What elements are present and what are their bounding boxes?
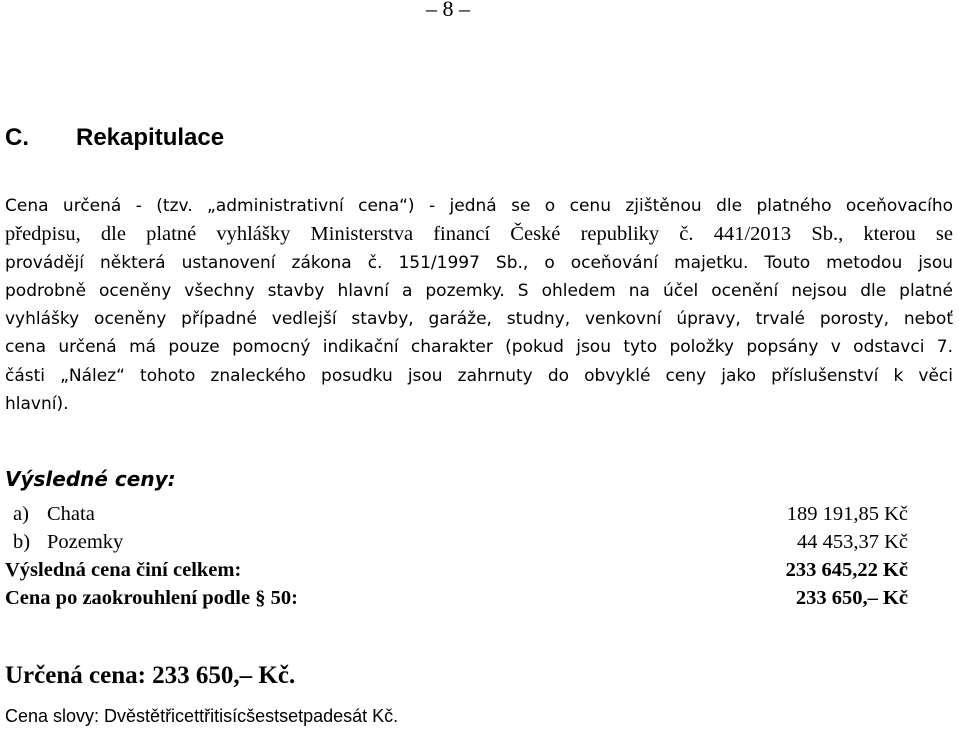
item-amount: 189 191,85 Kč xyxy=(786,503,908,525)
rounded-amount: 233 650,– Kč xyxy=(795,587,908,609)
result-row-pozemky xyxy=(5,528,908,556)
paragraph-line: Cena určená - (tzv. „administrativní cena“) - jedná se o cenu zjištěnou dle platného oceňovacího xyxy=(5,196,953,216)
paragraph-line: vyhlášky oceněny případné vedlejší stavby, garáže, studny, venkovní úpravy, trvalé porosty, neboť xyxy=(5,309,953,330)
paragraph-line: provádějí některá ustanovení zákona č. 151/1997 Sb., o oceňování majetku. Touto metodou jsou xyxy=(5,252,953,273)
paragraph-line: hlavní). xyxy=(5,394,69,415)
item-marker: a) xyxy=(13,503,29,525)
result-row-total xyxy=(5,556,908,584)
section-heading xyxy=(5,122,224,154)
price-in-words: Cena slovy: Dvěstětřicettřitisícšestsetpadesát Kč. xyxy=(5,706,399,726)
total-label: Výsledná cena činí celkem: xyxy=(5,559,242,581)
item-label: Pozemky xyxy=(47,531,124,553)
results-table xyxy=(5,500,908,612)
rounded-label: Cena po zaokrouhlení podle § 50: xyxy=(5,587,298,609)
paragraph-line: podrobně oceněny všechny stavby hlavní a pozemky. S ohledem na účel ocenění nejsou dle platné xyxy=(5,280,953,301)
section-title: Rekapitulace xyxy=(76,124,225,151)
item-marker: b) xyxy=(13,531,31,553)
results-heading: Výsledné ceny: xyxy=(5,467,176,491)
paragraph-line: části „Nález“ tohoto znaleckého posudku jsou zahrnuty do obvyklé ceny jako příslušenství k věci xyxy=(5,365,953,386)
final-price: Určená cena: 233 650,– Kč. xyxy=(5,662,296,689)
paragraph-line: cena určená má pouze pomocný indikační charakter (pokud jsou tyto položky popsány v odstavci 7. xyxy=(5,337,953,358)
result-row-rounded xyxy=(5,584,908,612)
item-amount: 44 453,37 Kč xyxy=(796,531,908,553)
paragraph-line: předpisu, dle platné vyhlášky Ministerstva financí České republiky č. 441/2013 Sb., kterou se xyxy=(5,223,953,246)
total-amount: 233 645,22 Kč xyxy=(785,559,908,581)
item-label: Chata xyxy=(47,503,95,525)
result-row-chata xyxy=(5,500,908,528)
page-number: – 8 – xyxy=(426,0,470,21)
section-number: C. xyxy=(5,124,29,151)
description-paragraph xyxy=(5,192,953,418)
